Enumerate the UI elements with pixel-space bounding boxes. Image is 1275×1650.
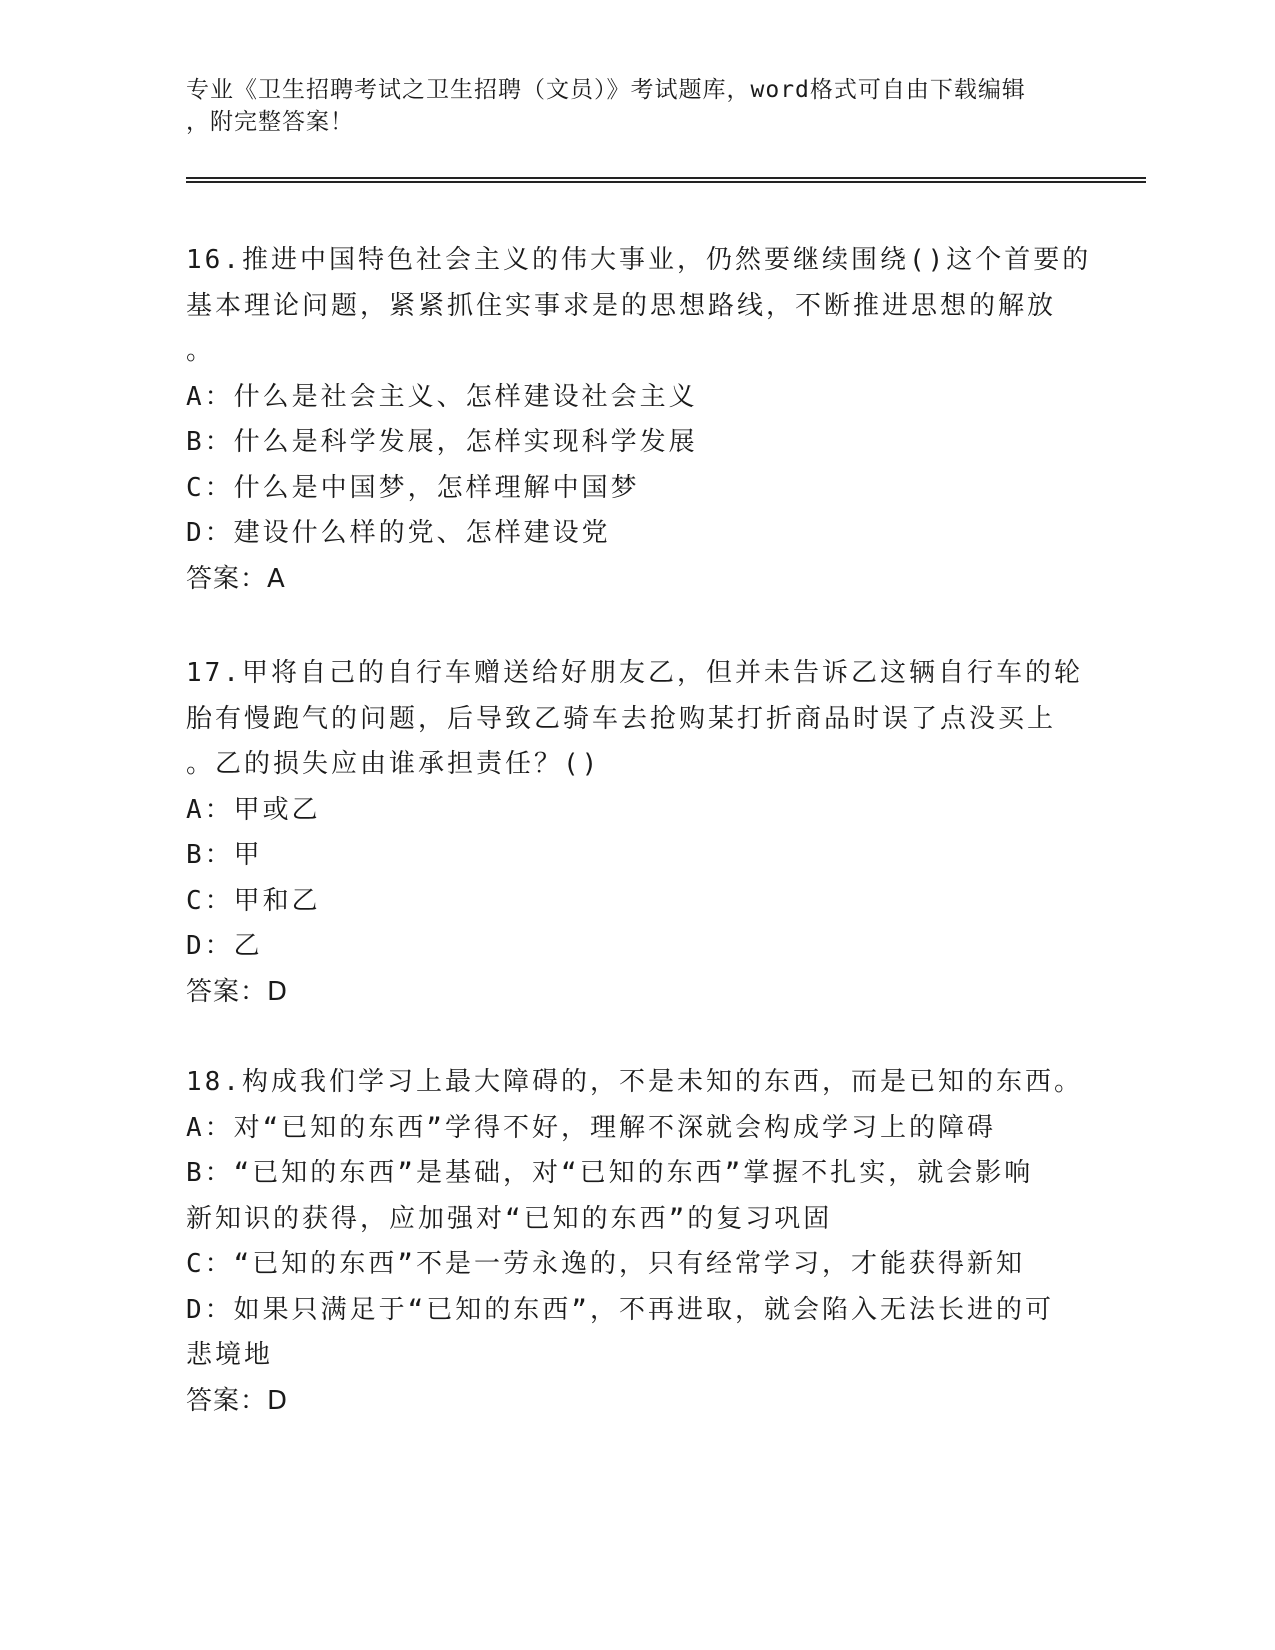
option-d: D：建设什么样的党、怎样建设党 xyxy=(186,518,611,548)
question-stem-line: 基本理论问题，紧紧抓住实事求是的思想路线，不断推进思想的解放 xyxy=(186,290,1057,321)
question-stem-line: 。乙的损失应由谁承担责任？() xyxy=(186,749,601,779)
option-c: C：什么是中国梦，怎样理解中国梦 xyxy=(186,472,640,503)
option-d-continuation: 悲境地 xyxy=(186,1340,274,1370)
answer-line: 答案：D xyxy=(186,1385,289,1416)
question-stem-line: 。 xyxy=(186,336,216,366)
document-header xyxy=(186,74,1086,138)
question-stem-line: 胎有慢跑气的问题，后导致乙骑车去抢购某打折商品时误了点没买上 xyxy=(186,703,1057,734)
question-stem-line: 17.甲将自己的自行车赠送给好朋友乙，但并未告诉乙这辆自行车的轮 xyxy=(186,658,1083,688)
option-b: B：甲 xyxy=(186,840,263,870)
option-c: C：甲和乙 xyxy=(186,885,321,916)
option-d: D：如果只满足于“已知的东西”，不再进取，就会陷入无法长进的可 xyxy=(186,1294,1054,1325)
answer-line: 答案：A xyxy=(186,563,286,594)
option-a: A：什么是社会主义、怎样建设社会主义 xyxy=(186,381,698,412)
header-divider xyxy=(186,181,1146,183)
header-line: 专业《卫生招聘考试之卫生招聘（文员）》考试题库，word格式可自由下载编辑 xyxy=(186,77,1026,103)
question-18 xyxy=(186,1060,1086,1424)
option-b: B：“已知的东西”是基础，对“已知的东西”掌握不扎实，就会影响 xyxy=(186,1158,1034,1188)
option-b: B：什么是科学发展，怎样实现科学发展 xyxy=(186,427,698,457)
option-a: A：甲或乙 xyxy=(186,794,321,825)
question-stem-line: 18.构成我们学习上最大障碍的，不是未知的东西，而是已知的东西。 xyxy=(186,1067,1083,1097)
option-a: A：对“已知的东西”学得不好，理解不深就会构成学习上的障碍 xyxy=(186,1112,996,1143)
header-divider xyxy=(186,177,1146,179)
answer-line: 答案：D xyxy=(186,976,289,1007)
option-d: D：乙 xyxy=(186,931,263,961)
option-b-continuation: 新知识的获得，应加强对“已知的东西”的复习巩固 xyxy=(186,1203,833,1234)
question-16 xyxy=(186,238,1092,602)
option-c: C：“已知的东西”不是一劳永逸的，只有经常学习，才能获得新知 xyxy=(186,1249,1025,1279)
question-stem-line: 16.推进中国特色社会主义的伟大事业，仍然要继续围绕()这个首要的 xyxy=(186,245,1092,275)
header-line: ，附完整答案！ xyxy=(186,109,354,135)
question-17 xyxy=(186,651,1086,1015)
